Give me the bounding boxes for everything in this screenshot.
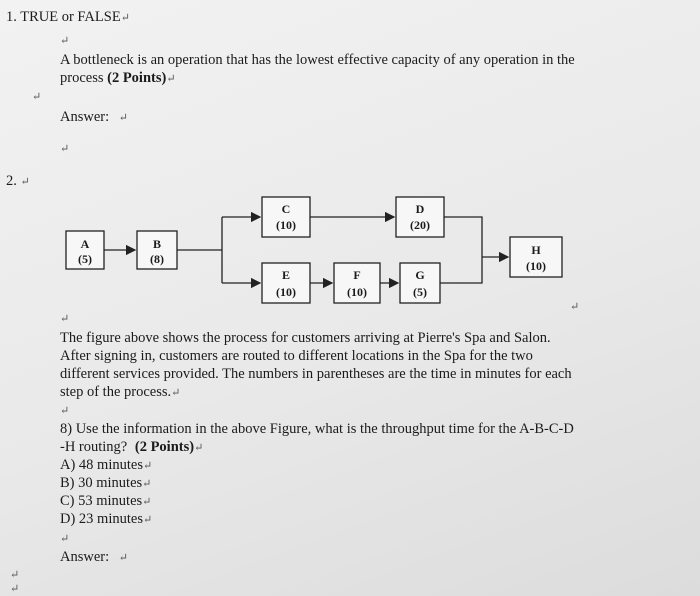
node-g-time: (5) [413, 285, 427, 299]
paragraph-mark: ↵ [10, 569, 20, 581]
q1-statement-line1: A bottleneck is an operation that has the lowest effective capacity of any operation in the [60, 52, 575, 68]
node-d-id: D [415, 202, 425, 216]
q8-line2: -H routing? [60, 439, 128, 455]
paragraph-mark: ↵ [60, 143, 70, 155]
node-h-time: (10) [526, 259, 546, 273]
paragraph-mark: ↵ [166, 73, 176, 85]
node-f-time: (10) [347, 285, 367, 299]
paragraph-mark: ↵ [60, 313, 70, 325]
node-c-id: C [281, 202, 291, 216]
node-b-time: (8) [150, 252, 164, 266]
node-c-time: (10) [276, 218, 296, 232]
paragraph-mark: ↵ [171, 387, 181, 399]
paragraph-mark: ↵ [20, 176, 30, 188]
paragraph-mark: ↵ [60, 405, 70, 417]
node-a-time: (5) [78, 252, 92, 266]
q8-option-b: B) 30 minutes [60, 475, 143, 491]
q8-line1: 8) Use the information in the above Figure, what is the throughput time for the A-B-C-D [60, 421, 574, 437]
paragraph-mark: ↵ [142, 496, 152, 508]
description-line-3: different services provided. The numbers in parentheses are the time in minutes for each [60, 366, 572, 382]
paragraph-mark: ↵ [118, 552, 128, 564]
q1-statement-process: process [60, 70, 104, 86]
paragraph-mark: ↵ [142, 478, 152, 490]
q8-option-c: C) 53 minutes [60, 493, 143, 509]
paragraph-mark: ↵ [60, 35, 70, 47]
line-d-merge [444, 217, 482, 257]
description-line-1: The figure above shows the process for customers arriving at Pierre's Spa and Salon. [60, 330, 551, 346]
line-g-merge [440, 257, 482, 283]
paragraph-mark: ↵ [32, 91, 42, 103]
paragraph-mark: ↵ [142, 514, 153, 526]
node-d-time: (20) [410, 218, 430, 232]
q1-number: 1. [6, 9, 17, 25]
paragraph-mark: ↵ [142, 460, 153, 472]
q1-answer-label: Answer: [60, 109, 110, 125]
q1-points: (2 Points) [107, 70, 167, 86]
paragraph-mark: ↵ [10, 583, 20, 595]
node-b-id: B [152, 237, 162, 251]
node-a-id: A [80, 237, 90, 251]
description-line-2: After signing in, customers are routed to different locations in the Spa for the two [60, 348, 533, 364]
q8-option-d: D) 23 minutes [60, 511, 143, 527]
q1-heading: TRUE or FALSE [20, 9, 121, 25]
node-f-id: F [353, 268, 361, 282]
paragraph-mark: ↵ [194, 442, 204, 454]
q2-number: 2. [6, 173, 17, 189]
q8-option-a: A) 48 minutes [60, 457, 143, 473]
node-e-id: E [281, 268, 291, 282]
paragraph-mark: ↵ [118, 112, 128, 124]
node-e-time: (10) [276, 285, 296, 299]
paragraph-mark: ↵ [570, 301, 580, 313]
q8-points: (2 Points) [134, 439, 195, 455]
node-h-id: H [531, 243, 541, 257]
paragraph-mark: ↵ [60, 533, 70, 545]
paragraph-mark: ↵ [120, 12, 130, 24]
q8-answer-label: Answer: [60, 549, 110, 565]
description-line-4: step of the process. [60, 384, 172, 400]
node-g-id: G [415, 268, 425, 282]
